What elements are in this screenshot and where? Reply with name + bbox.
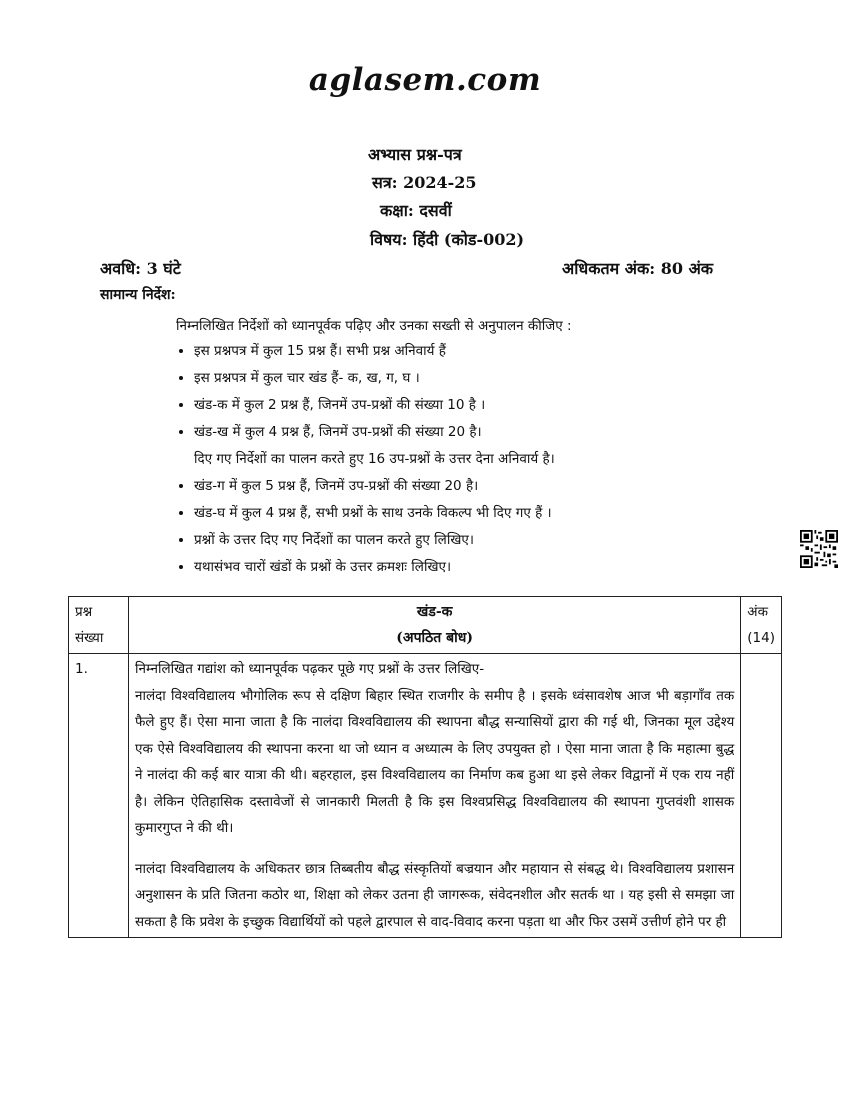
table-header-row — [69, 597, 782, 654]
subject-label: विषय: हिंदी (कोड-002) — [370, 230, 525, 249]
section-header — [129, 597, 741, 654]
header-text: संख्या — [75, 630, 104, 646]
header-text: (14) — [747, 630, 775, 646]
instructions-intro: निम्नलिखित निर्देशों को ध्यानपूर्वक पढ़िए और उनका सख्ती से अनुपालन कीजिए : — [176, 318, 572, 334]
question-content — [129, 654, 741, 938]
instruction-item: • खंड-क में कुल 2 प्रश्न हैं, जिनमें उप-प्रश्नों की संख्या 10 है । — [194, 392, 734, 419]
session-label: सत्र: 2024-25 — [372, 173, 477, 192]
marks-header — [741, 597, 782, 654]
instructions-list — [172, 338, 734, 581]
instruction-item: • प्रश्नों के उत्तर दिए गए निर्देशों का पालन करते हुए लिखिए। — [194, 527, 734, 554]
site-logo: aglasem.com — [308, 62, 542, 98]
table-row — [69, 654, 782, 938]
paper-title: अभ्यास प्रश्न-पत्र — [368, 145, 462, 164]
passage-paragraph: नालंदा विश्वविद्यालय भौगोलिक रूप से दक्षिण बिहार स्थित राजगीर के समीप है । इसके ध्वंसावशेष आज भी बड़ागाँव तक फैले हुए हैं। ऐसा माना जाता है कि नालंदा विश्वविद्यालय की स्थापना बौद्ध सन्यासियों द्वारा की गई थी, जिनका मूल उद्देश्य एक ऐसे विश्वविद्यालय की स्थापना करना था जो ध्यान व अध्यात्म के लिए उपयुक्त हो । ऐसा माना जाता है कि महात्मा बुद्ध ने नालंदा की कई बार यात्रा की थी। बहरहाल, इस विश्वविद्यालय का निर्माण कब हुआ था इसे लेकर विद्वानों में एक राय नहीं है। लेकिन ऐतिहासिक दस्तावेजों से जानकारी मिलती है कि इस विश्वप्रसिद्ध विश्वविद्यालय की स्थापना गुप्तवंशी शासक कुमारगुप्त ने की थी। — [135, 687, 735, 836]
instruction-item: • यथासंभव चारों खंडों के प्रश्नों के उत्तर क्रमशः लिखिए। — [194, 554, 734, 581]
qr-code-icon[interactable] — [800, 530, 838, 568]
instruction-item: • खंड-ग में कुल 5 प्रश्न हैं, जिनमें उप-प्रश्नों की संख्या 20 है। — [194, 473, 734, 500]
instruction-item: • खंड-घ में कुल 4 प्रश्न हैं, सभी प्रश्नों के साथ उनके विकल्प भी दिए गए हैं । — [194, 500, 734, 527]
duration-label: अवधि: 3 घंटे — [100, 259, 181, 278]
marks-cell — [741, 654, 782, 938]
question-table — [68, 596, 782, 938]
question-number: 1. — [69, 654, 129, 938]
class-label: कक्षा: दसवीं — [380, 201, 452, 220]
section-title: खंड-क — [416, 604, 453, 620]
passage-paragraph: नालंदा विश्वविद्यालय के अधिकतर छात्र तिब्बतीय बौद्ध संस्कृतियों बज्रयान और महायान से संबद्ध थे। विश्वविद्यालय प्रशासन अनुशासन के प्रति जितना कठोर था, शिक्षा को लेकर उतना ही जागरूक, संवेदनशील और सतर्क था । यह इसी से समझा जा सकता है कि प्रवेश के इच्छुक विद्यार्थियों को पहले द्वारपाल से वाद-विवाद करना पड़ता था और फिर उसमें उत्तीर्ण होने पर ही — [135, 860, 735, 930]
header-text: अंक — [747, 604, 768, 620]
question-prompt: निम्नलिखित गद्यांश को ध्यानपूर्वक पढ़कर पूछे गए प्रश्नों के उत्तर लिखिए- — [135, 661, 485, 677]
max-marks-label: अधिकतम अंक: 80 अंक — [562, 259, 714, 278]
section-subtitle: (अपठित बोध) — [396, 630, 474, 646]
general-instructions-heading: सामान्य निर्देश: — [100, 287, 176, 303]
instruction-item: • इस प्रश्नपत्र में कुल 15 प्रश्न हैं। सभी प्रश्न अनिवार्य हैं — [194, 338, 734, 365]
instruction-item-continuation: दिए गए निर्देशों का पालन करते हुए 16 उप-प्रश्नों के उत्तर देना अनिवार्य है। — [194, 451, 555, 467]
instruction-item: • इस प्रश्नपत्र में कुल चार खंड हैं- क, ख, ग, घ । — [194, 365, 734, 392]
instruction-item: • खंड-ख में कुल 4 प्रश्न हैं, जिनमें उप-प्रश्नों की संख्या 20 है। — [194, 419, 734, 446]
header-text: प्रश्न — [75, 604, 93, 620]
question-number-header — [69, 597, 129, 654]
